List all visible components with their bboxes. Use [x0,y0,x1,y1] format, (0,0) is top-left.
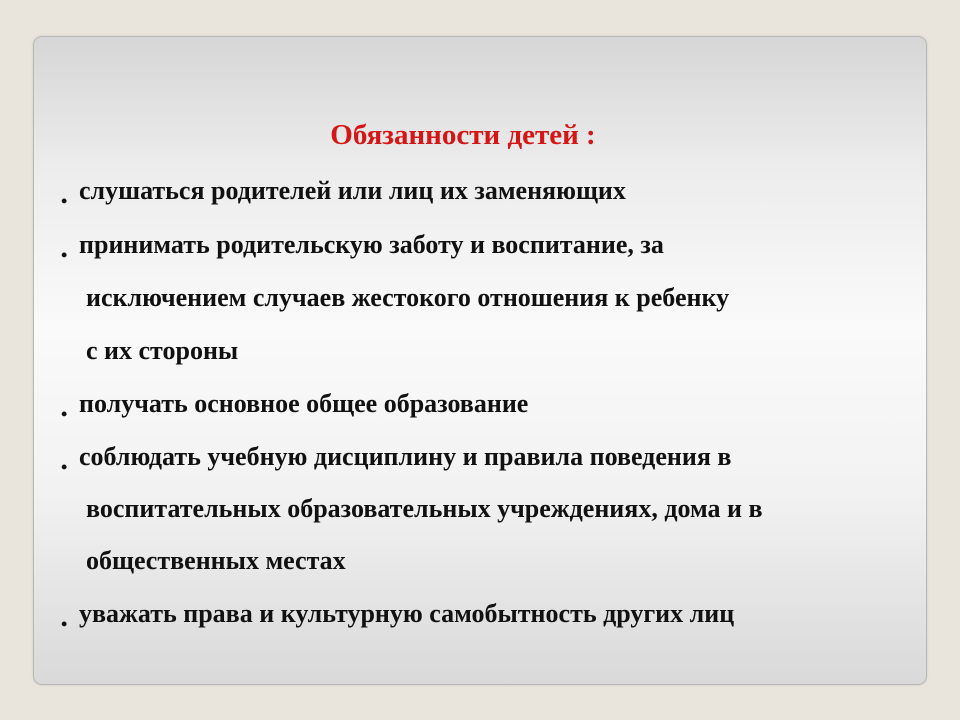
list-item-text: соблюдать учебную дисциплину и правила поведения в [79,442,732,471]
list-item-2-continuation: исключением случаев жестокого отношения к ребенку [86,283,730,312]
list-item-4-continuation: воспитательных образовательных учреждениях, дома и в [86,494,763,523]
list-item-1: • слушаться родителей или лиц их заменяющих [61,176,626,211]
list-item-2: • принимать родительскую заботу и воспитание, за [61,230,664,265]
list-item-text: уважать права и культурную самобытность других лиц [79,599,735,628]
list-item-text: принимать родительскую заботу и воспитание, за [79,230,664,259]
list-item-5: • уважать права и культурную самобытность других лиц [61,599,735,634]
list-item-2-continuation: с их стороны [86,336,239,365]
list-item-text: слушаться родителей или лиц их заменяющих [79,176,626,205]
list-item-4-continuation: общественных местах [86,546,346,575]
list-item-4: • соблюдать учебную дисциплину и правила поведения в [61,442,732,477]
list-item-text: получать основное общее образование [79,389,529,418]
slide-title: Обязанности детей : [330,119,596,151]
list-item-3: • получать основное общее образование [61,389,529,424]
